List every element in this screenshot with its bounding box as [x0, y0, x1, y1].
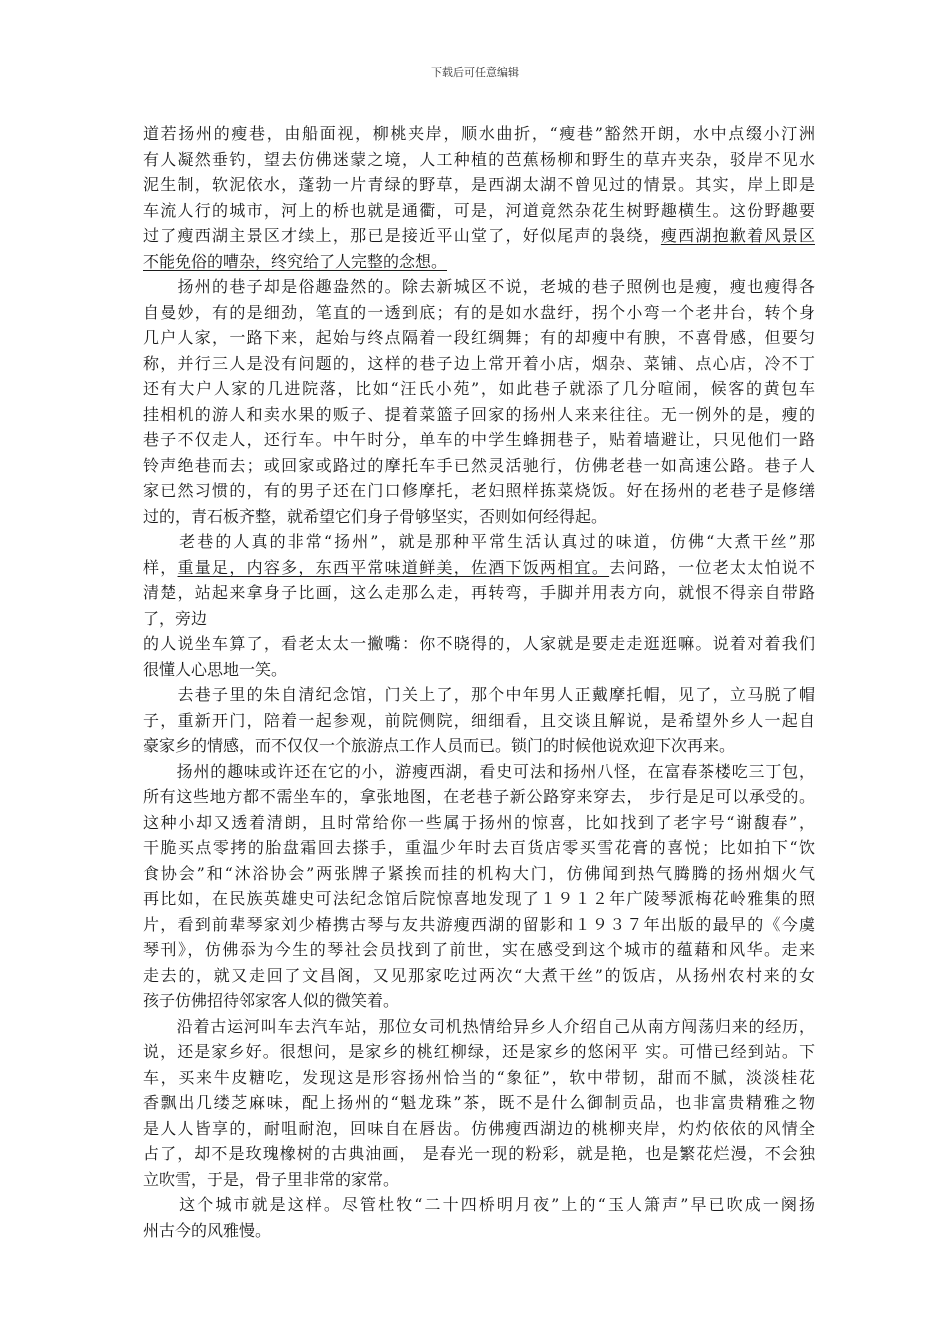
- text-line: [143, 784, 815, 810]
- text-line: [143, 249, 815, 275]
- text-segment: 车流人行的城市，河上的桥也就是通衢，可是，河道竟然杂花生树野趣横生。这份野趣要: [143, 200, 815, 220]
- text-line: [143, 937, 815, 963]
- text-line: [143, 682, 815, 708]
- text-line: [143, 325, 815, 351]
- text-segment: 道若扬州的瘦巷，由船面视，柳桃夹岸，顺水曲折，“瘦巷”豁然开朗，水中点缀小汀洲: [143, 124, 815, 143]
- page-header: 下载后可任意编辑: [431, 66, 519, 79]
- text-line: [143, 351, 815, 377]
- text-segment: 挂相机的游人和卖水果的贩子、提着菜篮子回家的扬州人来来往往。无一例外的是，瘦的: [143, 404, 815, 424]
- text-segment: 这个城市就是这样。尽管杜牧“二十四桥明月夜”上的“玉人箫声”早已吹成一阕扬: [143, 1195, 815, 1214]
- text-segment: 食协会”和“沐浴协会”两张牌子紧挨而挂的机构大门，仿佛闻到热气腾腾的扬州烟火气: [143, 863, 815, 883]
- text-segment: 去问路，一位老太太怕说不: [609, 557, 815, 577]
- text-line: [143, 886, 815, 912]
- text-segment: 走去的，就又走回了文昌阁，又见那家吃过两次“大煮干丝”的饭店，从扬州农村来的女: [143, 965, 815, 985]
- underlined-text: 不能免俗的嘈杂，终究给了人完整的念想。: [143, 251, 448, 271]
- text-line: [143, 963, 815, 989]
- text-segment: 铃声绝巷而去；或回家或路过的摩托车手已然灵活驰行，仿佛老巷一如高速公路。巷子人: [143, 455, 815, 475]
- text-line: [143, 580, 815, 606]
- underlined-text: 瘦西湖抱歉着风景区: [660, 226, 815, 245]
- text-line: [143, 1014, 815, 1040]
- text-line: [143, 478, 815, 504]
- text-line: [143, 402, 815, 428]
- text-segment: 干脆买点零拷的胎盘霜回去搽手，重温少年时去百货店零买雪花膏的喜悦；比如拍下“饮: [143, 838, 815, 857]
- text-segment: 自曼妙，有的是细劲，笔直的一透到底；有的是如水盘纡，拐个小弯一个老井台，转个身: [143, 302, 815, 322]
- text-segment: 样，: [143, 557, 178, 577]
- text-segment: 州古今的风雅慢。: [143, 1220, 272, 1240]
- text-line: [143, 300, 815, 326]
- text-segment: 过的，青石板齐整，就希望它们身子骨够坚实，否则如何经得起。: [143, 506, 608, 526]
- text-segment: 占了，却不是玫瑰橡树的古典油画， 是春光一现的粉彩，就是艳，也是繁花烂漫，不会独: [143, 1144, 815, 1163]
- text-line: [143, 631, 815, 657]
- text-line: [143, 274, 815, 300]
- text-line: [143, 1065, 815, 1091]
- text-segment: 了，旁边: [143, 608, 208, 628]
- text-line: [143, 1090, 815, 1116]
- text-segment: 再比如，在民族英雄史可法纪念馆后院惊喜地发现了１９１２年广陵琴派梅花岭雅集的照: [143, 889, 815, 908]
- text-line: [143, 861, 815, 887]
- text-segment: 子，重新开门，陪着一起参观，前院侧院，细细看，且交谈且解说，是希望外乡人一起自: [143, 710, 815, 730]
- text-segment: 所有这些地方都不需坐车的，拿张地图，在老巷子新公路穿来穿去， 步行是足可以承受的。: [143, 787, 815, 806]
- text-segment: 去巷子里的朱自清纪念馆，门关上了，那个中年男人正戴摩托帽，见了，立马脱了帽: [143, 685, 815, 704]
- text-segment: 立吹雪，于是，骨子里非常的家常。: [143, 1169, 400, 1189]
- text-line: [143, 1218, 815, 1244]
- text-line: [143, 606, 815, 632]
- text-line: [143, 1116, 815, 1142]
- text-segment: 扬州的趣味或许还在它的小，游瘦西湖，看史可法和扬州八怪，在富春茶楼吃三丁包，: [143, 761, 815, 781]
- text-segment: 巷子不仅走人，还行车。中午时分，单车的中学生蜂拥巷子，贴着墙避让，只见他们一路: [143, 430, 815, 449]
- text-line: [143, 657, 815, 683]
- text-segment: 的人说坐车算了，看老太太一撇嘴：你不晓得的，人家就是要走走逛逛嘛。说着对着我们: [143, 634, 815, 653]
- text-segment: 香飘出几缕芝麻味，配上扬州的“魁龙珠”茶，既不是什么御制贡品，也非富贵精雅之物: [143, 1093, 815, 1112]
- text-line: [143, 1141, 815, 1167]
- text-line: [143, 223, 815, 249]
- text-line: [143, 529, 815, 555]
- text-segment: 清楚，站起来拿身子比画，这么走那么走，再转弯，手脚并用表方向，就恨不得亲自带路: [143, 583, 815, 602]
- text-line: [143, 453, 815, 479]
- text-line: [143, 988, 815, 1014]
- text-line: [143, 504, 815, 530]
- text-segment: 老巷的人真的非常“扬州”，就是那种平常生活认真过的味道，仿佛“大煮干丝”那: [143, 532, 815, 551]
- text-segment: 有人凝然垂钓，望去仿佛迷蒙之境，人工种植的芭蕉杨柳和野生的草卉夹杂，驳岸不见水: [143, 149, 815, 169]
- text-line: [143, 1167, 815, 1193]
- text-line: [143, 759, 815, 785]
- text-segment: 琴刊》，仿佛忝为今生的琴社会员找到了前世，实在感受到这个城市的蕴藉和风华。走来: [143, 940, 815, 959]
- underlined-text: 重量足，内容多，东西平常味道鲜美，佐酒下饭两相宜。: [177, 557, 610, 577]
- article-body: [143, 121, 815, 1243]
- text-segment: 车，买来牛皮糖吃，发现这是形容扬州恰当的“象征”，软中带韧，甜而不腻，淡淡桂花: [143, 1067, 815, 1087]
- text-line: [143, 147, 815, 173]
- text-segment: 还有大户人家的几进院落，比如“汪氏小苑”，如此巷子就添了几分喧闹，候客的黄包车: [143, 379, 815, 398]
- text-segment: 沿着古运河叫车去汽车站，那位女司机热情给异乡人介绍自己从南方闯荡归来的经历，: [143, 1016, 815, 1036]
- text-line: [143, 121, 815, 147]
- text-segment: 称，并行三人是没有问题的，这样的巷子边上常开着小店，烟杂、菜铺、点心店，冷不丁: [143, 353, 815, 373]
- text-segment: 这种小却又透着清朗，且时常给你一些属于扬州的惊喜，比如找到了老字号“谢馥春”，: [143, 812, 815, 832]
- text-line: [143, 810, 815, 836]
- text-line: [143, 172, 815, 198]
- text-segment: 很懂人心思地一笑。: [143, 659, 288, 679]
- text-line: [143, 376, 815, 402]
- text-segment: 片，看到前辈琴家刘少椿携古琴与友共游瘦西湖的留影和１９３７年出版的最早的《今虞: [143, 914, 815, 934]
- text-line: [143, 198, 815, 224]
- text-line: [143, 555, 815, 581]
- text-segment: 是人人皆享的，耐咀耐泡，回味自在唇齿。仿佛瘦西湖边的桃柳夹岸，灼灼依依的风情全: [143, 1118, 815, 1138]
- text-segment: 说，还是家乡好。很想问，是家乡的桃红柳绿，还是家乡的悠闲平 实。可惜已经到站。下: [143, 1042, 815, 1061]
- text-segment: 家已然习惯的，有的男子还在门口修摩托，老妇照样拣菜烧饭。好在扬州的老巷子是修缮: [143, 481, 815, 500]
- text-segment: 泥生制，软泥依水，蓬勃一片青绿的野草，是西湖太湖不曾见过的情景。其实，岸上即是: [143, 175, 815, 194]
- text-line: [143, 835, 815, 861]
- text-line: [143, 427, 815, 453]
- text-line: [143, 912, 815, 938]
- text-line: [143, 1039, 815, 1065]
- text-segment: 过了瘦西湖主景区才续上，那已是接近平山堂了，好似尾声的袅绕，: [143, 226, 661, 245]
- text-segment: 扬州的巷子却是俗趣盎然的。除去新城区不说，老城的巷子照例也是瘦，瘦也瘦得各: [143, 277, 815, 296]
- text-line: [143, 708, 815, 734]
- text-segment: 孩子仿佛招待邻家客人似的微笑着。: [143, 991, 400, 1010]
- text-segment: 豪家乡的情感，而不仅仅一个旅游点工作人员而已。锁门的时候他说欢迎下次再来。: [143, 736, 736, 755]
- text-line: [143, 733, 815, 759]
- text-segment: 几户人家，一路下来，起始与终点隔着一段红绸舞；有的却瘦中有腴，不喜骨感，但要匀: [143, 328, 815, 347]
- text-line: [143, 1192, 815, 1218]
